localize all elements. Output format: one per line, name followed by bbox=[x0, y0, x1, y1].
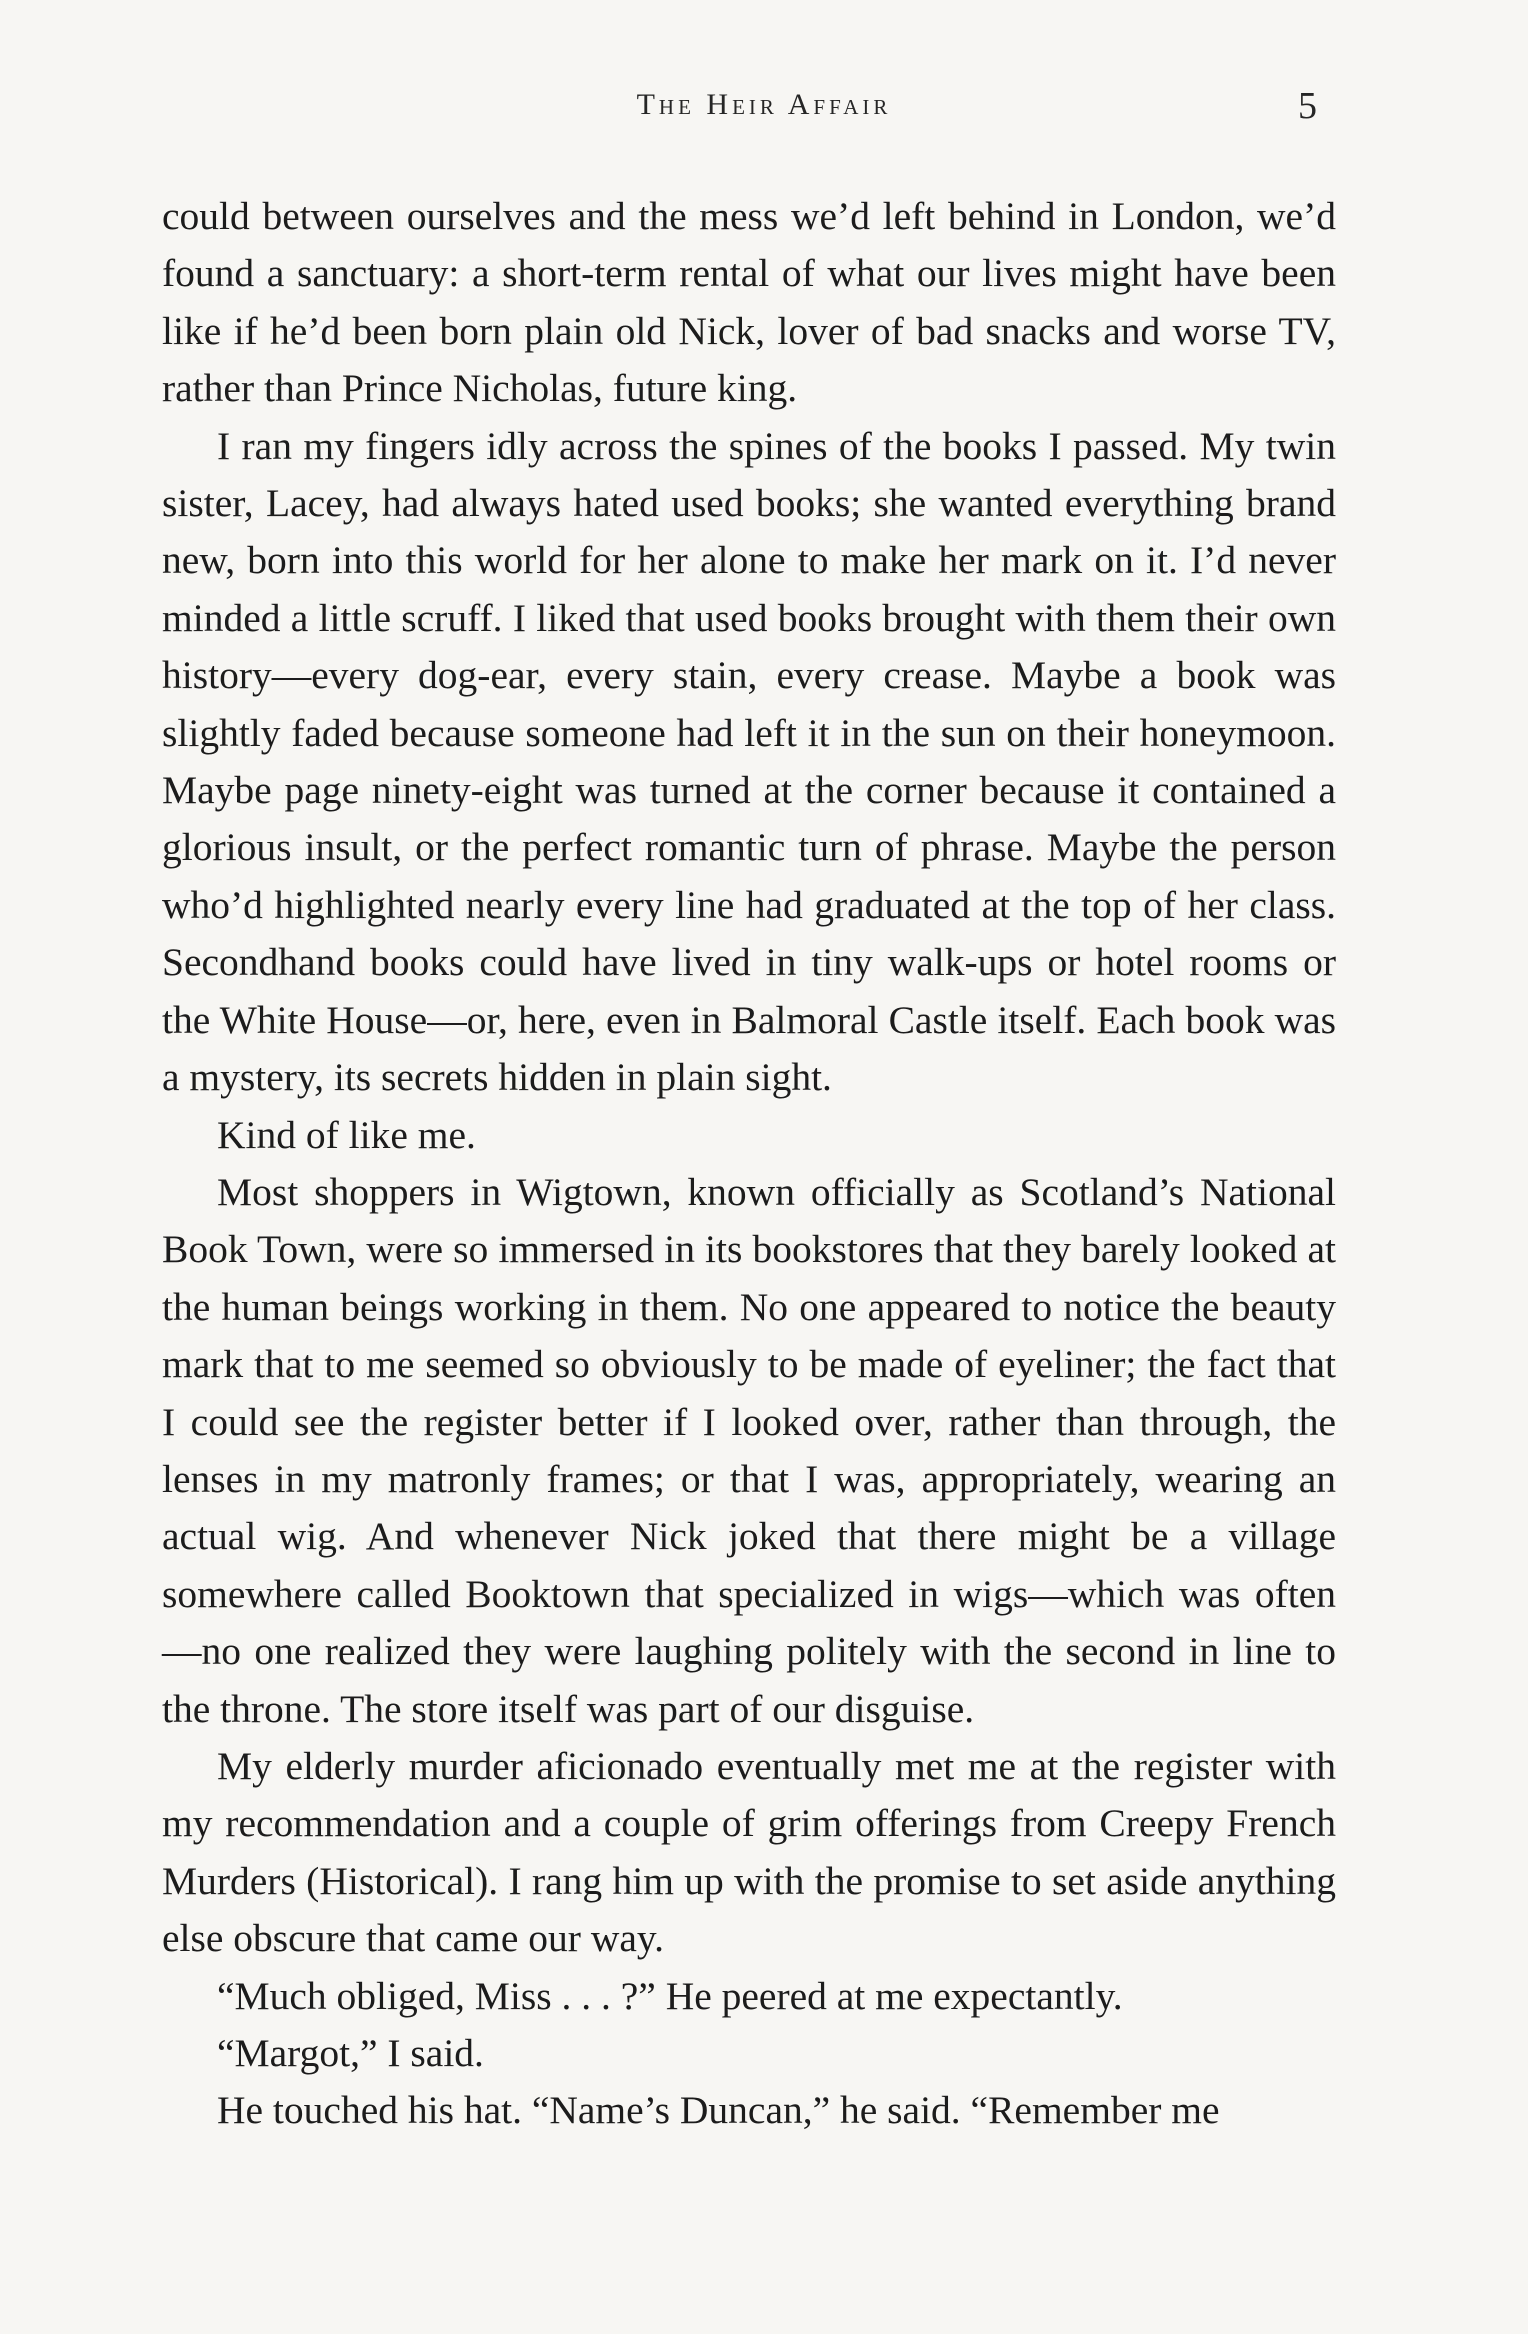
paragraph-dialogue-miss: “Much obliged, Miss . . . ?” He peered at me expectantly. bbox=[217, 1973, 1123, 2018]
paragraph-wigtown: Most shoppers in Wigtown, known officially as Scotland’s National Book Town, were so immersed in its bookstores that they barely looked at the human beings working in them. No one appeared to notice the beauty mark that to me seemed so obviously to be made of eyeliner; the fact that I could see the register better if I looked over, rather than through, the lenses in my matronly frames; or that I was, appropriately, wearing an actual wig. And whenever Nick joked that there might be a village somewhere called Booktown that specialized in wigs—which was often—no one realized they were laughing politely with the second in line to the throne. The store itself was part of our disguise. bbox=[162, 1169, 1336, 1731]
running-header-title: The Heir Affair bbox=[636, 88, 892, 121]
paragraph-dialogue-margot: “Margot,” I said. bbox=[217, 2031, 484, 2075]
paragraph-register: My elderly murder aficionado eventually met me at the register with my recommendation and a couple of grim offerings from Creepy French Murders (Historical). I rang him up with the promise to set aside anything else obscure that came our way. bbox=[162, 1743, 1336, 1961]
paragraph-continued: could between ourselves and the mess we’d left behind in London, we’d found a sanctuary: a short-term rental of what our lives might have been like if he’d been born plain old Nick, lover of bad snacks and worse TV, rather than Prince Nicholas, future king. bbox=[162, 194, 1336, 411]
paragraph-used-books: I ran my fingers idly across the spines of the books I passed. My twin sister, Lacey, had always hated used books; she wanted everything brand new, born into this world for her alone to make her mark on it. I’d never minded a little scruff. I liked that used books brought with them their own history—every dog-ear, every stain, every crease. Maybe a book was slightly faded because someone had left it in the sun on their honeymoon. Maybe page ninety-eight was turned at the corner because it contained a glorious insult, or the perfect romantic turn of phrase. Maybe the person who’d highlighted nearly every line had graduated at the top of her class. Secondhand books could have lived in tiny walk-ups or hotel rooms or the White House—or, here, even in Balmoral Castle itself. Each book was a mystery, its secrets hidden in plain sight. bbox=[162, 423, 1336, 1100]
page-number: 5 bbox=[1298, 85, 1317, 127]
paragraph-dialogue-duncan: He touched his hat. “Name’s Duncan,” he said. “Remember me bbox=[217, 2088, 1220, 2133]
body-text bbox=[162, 188, 1336, 2140]
paragraph-kind-of-like-me: Kind of like me. bbox=[217, 1112, 476, 1157]
